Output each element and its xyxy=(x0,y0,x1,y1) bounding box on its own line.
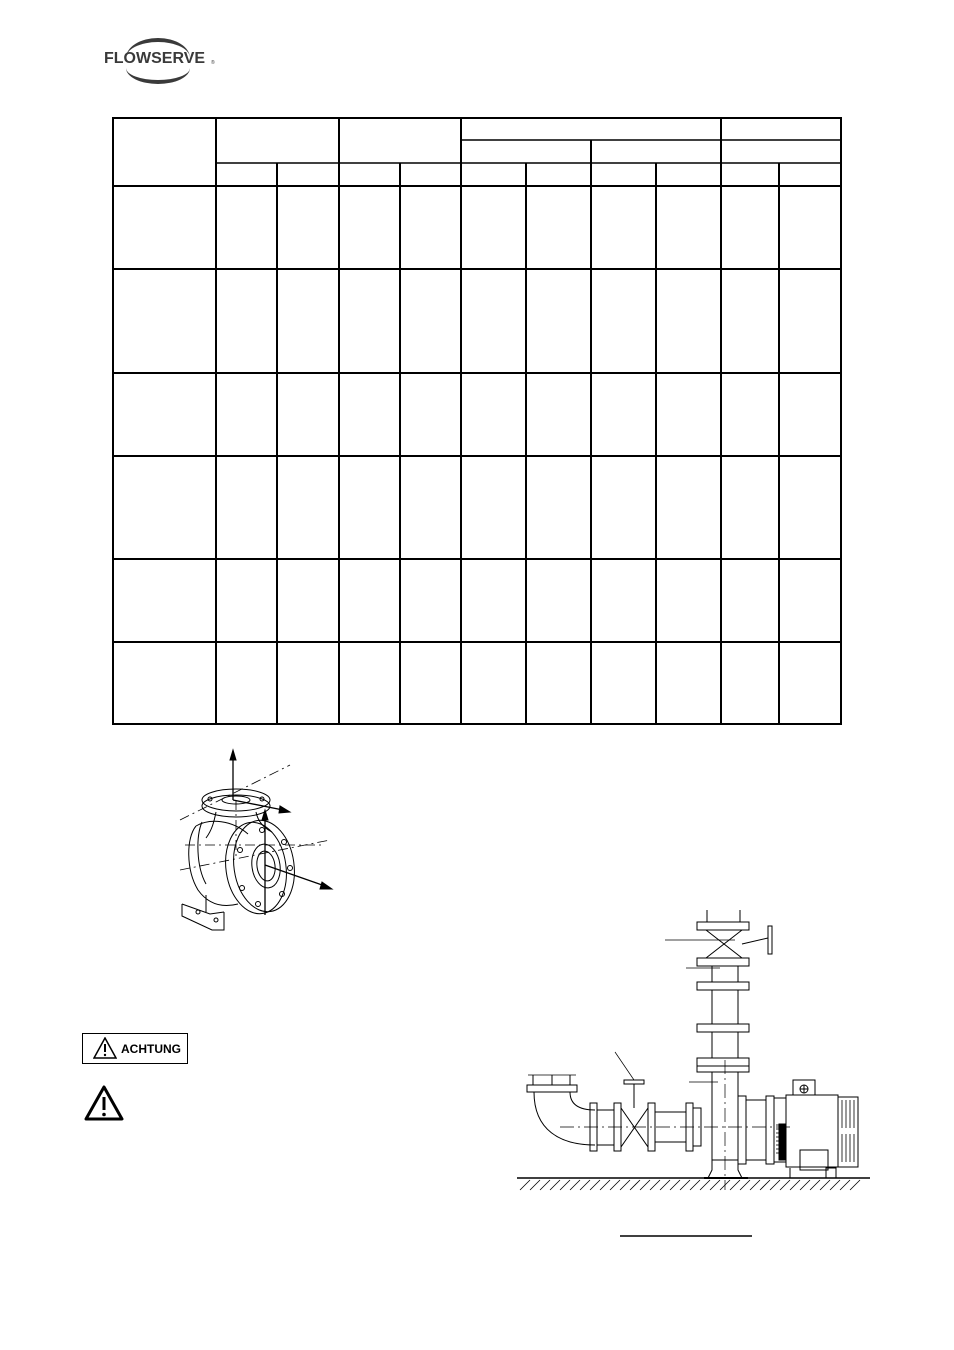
logo-registered-mark: ® xyxy=(211,60,215,66)
logo-text: FLOWSERVE xyxy=(104,50,206,67)
achtung-text: ACHTUNG xyxy=(121,1042,181,1056)
